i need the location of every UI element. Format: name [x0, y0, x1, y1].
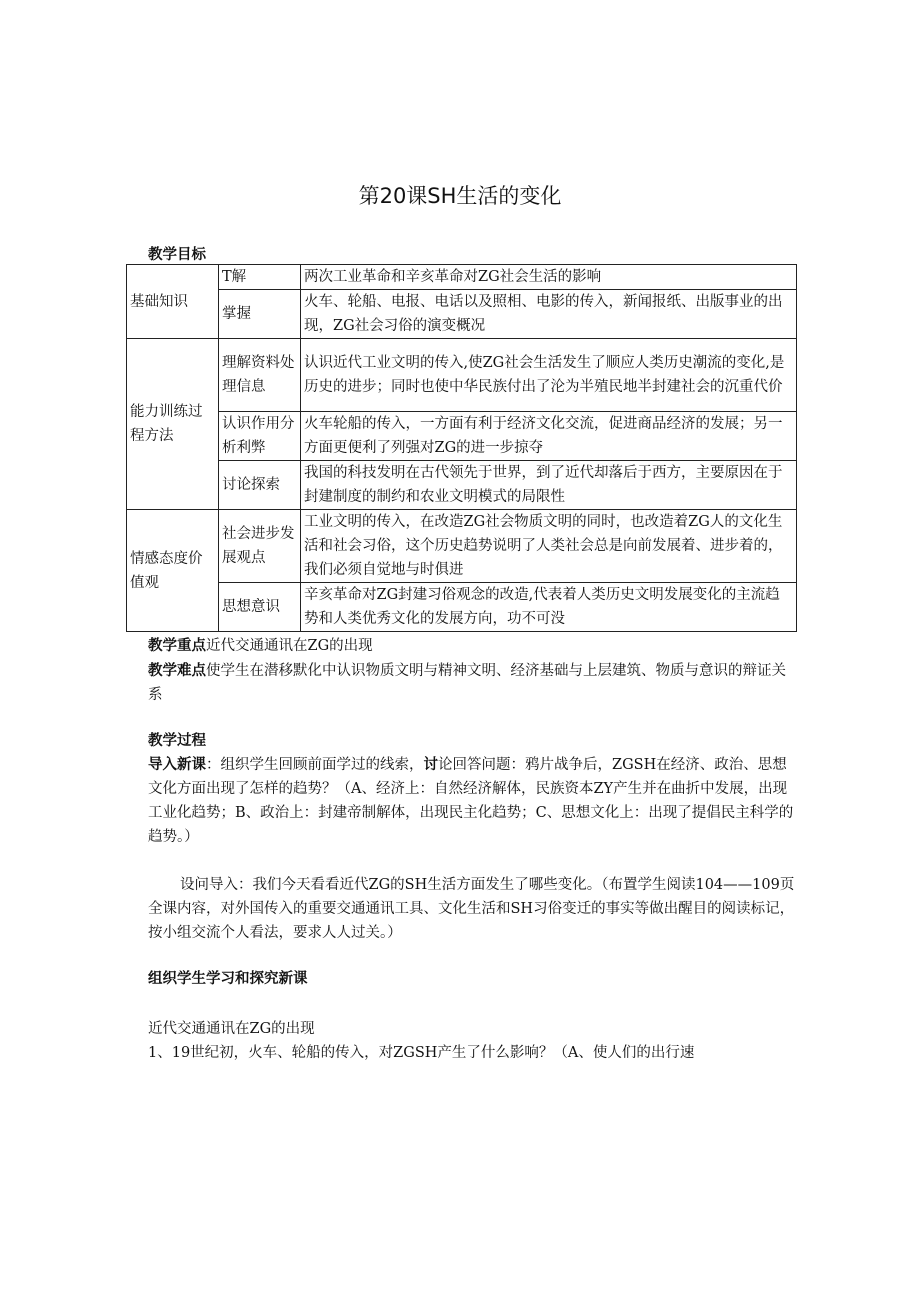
difficulty-text: 使学生在潜移默化中认识物质文明与精神文明、经济基础与上层建筑、物质与意识的辩证关系 — [148, 663, 786, 703]
setup-paragraph: 设问导入：我们今天看看近代ZG的SH生活方面发生了哪些变化。（布置学生阅读104——109页全课内容，对外国传入的重要交通通讯工具、文化生活和SH习俗变迁的事实等做出醒目的阅读标记，按小组交流个人看法，要求人人过关。） — [148, 877, 795, 941]
organize-heading: 组织学生学习和探究新课 — [148, 971, 308, 987]
page-title: 第20课SH生活的变化 — [358, 184, 562, 208]
difficulty — [148, 659, 798, 707]
key-point-label: 教学重点 — [148, 638, 206, 654]
row-content: 认识近代工业文明的传入,使ZG社会生活发生了顺应人类历史潮流的变化,是历史的进步；同时也使中华民族付出了沦为半殖民地半封建社会的沉重代价 — [301, 339, 797, 412]
row-content: 我国的科技发明在古代领先于世界，到了近代却落后于西方，主要原因在于封建制度的制约和农业文明模式的局限性 — [301, 461, 797, 510]
row-content: 两次工业革命和辛亥革命对ZG社会生活的影响 — [301, 265, 797, 290]
row-content: 辛亥革命对ZG封建习俗观念的改造,代表着人类历史文明发展变化的主流趋势和人类优秀文化的发展方向，功不可没 — [301, 583, 797, 632]
table-row — [127, 265, 797, 290]
section-title: 近代交通通讯在ZG的出现 — [148, 1021, 315, 1037]
intro-text-part1: ：组织学生回顾前面学过的线索， — [206, 757, 424, 773]
row-label: T解 — [219, 265, 301, 290]
category-emotion: 情感态度价值观 — [127, 510, 219, 632]
process-heading: 教学过程 — [148, 733, 206, 749]
intro-bold-word: 讨 — [423, 757, 438, 773]
table-row — [127, 339, 797, 412]
category-ability: 能力训练过程方法 — [127, 339, 219, 510]
row-label: 理解资料处理信息 — [219, 339, 301, 412]
goals-label: 教学目标 — [148, 247, 206, 263]
table-row — [127, 290, 797, 339]
intro-label: 导入新课 — [148, 757, 206, 773]
row-label: 认识作用分析利弊 — [219, 412, 301, 461]
difficulty-label: 教学难点 — [148, 663, 206, 679]
table-row — [127, 510, 797, 583]
row-label: 讨论探索 — [219, 461, 301, 510]
key-point — [148, 634, 798, 658]
row-label: 思想意识 — [219, 583, 301, 632]
intro-text-part2: 论回答问题：鸦片战争后，ZGSH在经济、政治、思想文化方面出现了怎样的趋势？（A、经济上：自然经济解体，民族资本ZY产生并在曲折中发展，出现工业化趋势；B、政治上：封建帝制解体，出现民主化趋势；C、思想文化上：出现了提倡民主科学的趋势。） — [148, 757, 794, 845]
row-label: 掌握 — [219, 290, 301, 339]
table-row — [127, 461, 797, 510]
row-label: 社会进步发展观点 — [219, 510, 301, 583]
row-content: 工业文明的传入，在改造ZG社会物质文明的同时，也改造着ZG人的文化生活和社会习俗，这个历史趋势说明了人类社会总是向前发展着、进步着的，我们必须自觉地与时俱进 — [301, 510, 797, 583]
category-basic: 基础知识 — [127, 265, 219, 339]
key-point-text: 近代交通通讯在ZG的出现 — [206, 638, 373, 654]
row-content: 火车、轮船、电报、电话以及照相、电影的传入，新闻报纸、出版事业的出现，ZG社会习俗的演变概况 — [301, 290, 797, 339]
table-row — [127, 412, 797, 461]
intro-paragraph — [148, 753, 798, 849]
row-content: 火车轮船的传入，一方面有利于经济文化交流，促进商品经济的发展；另一方面更便利了列强对ZG的进一步掠夺 — [301, 412, 797, 461]
list-item: 1、19世纪初，火车、轮船的传入，对ZGSH产生了什么影响？（A、使人们的出行速 — [148, 1045, 695, 1061]
goals-table — [126, 264, 797, 632]
table-row — [127, 583, 797, 632]
